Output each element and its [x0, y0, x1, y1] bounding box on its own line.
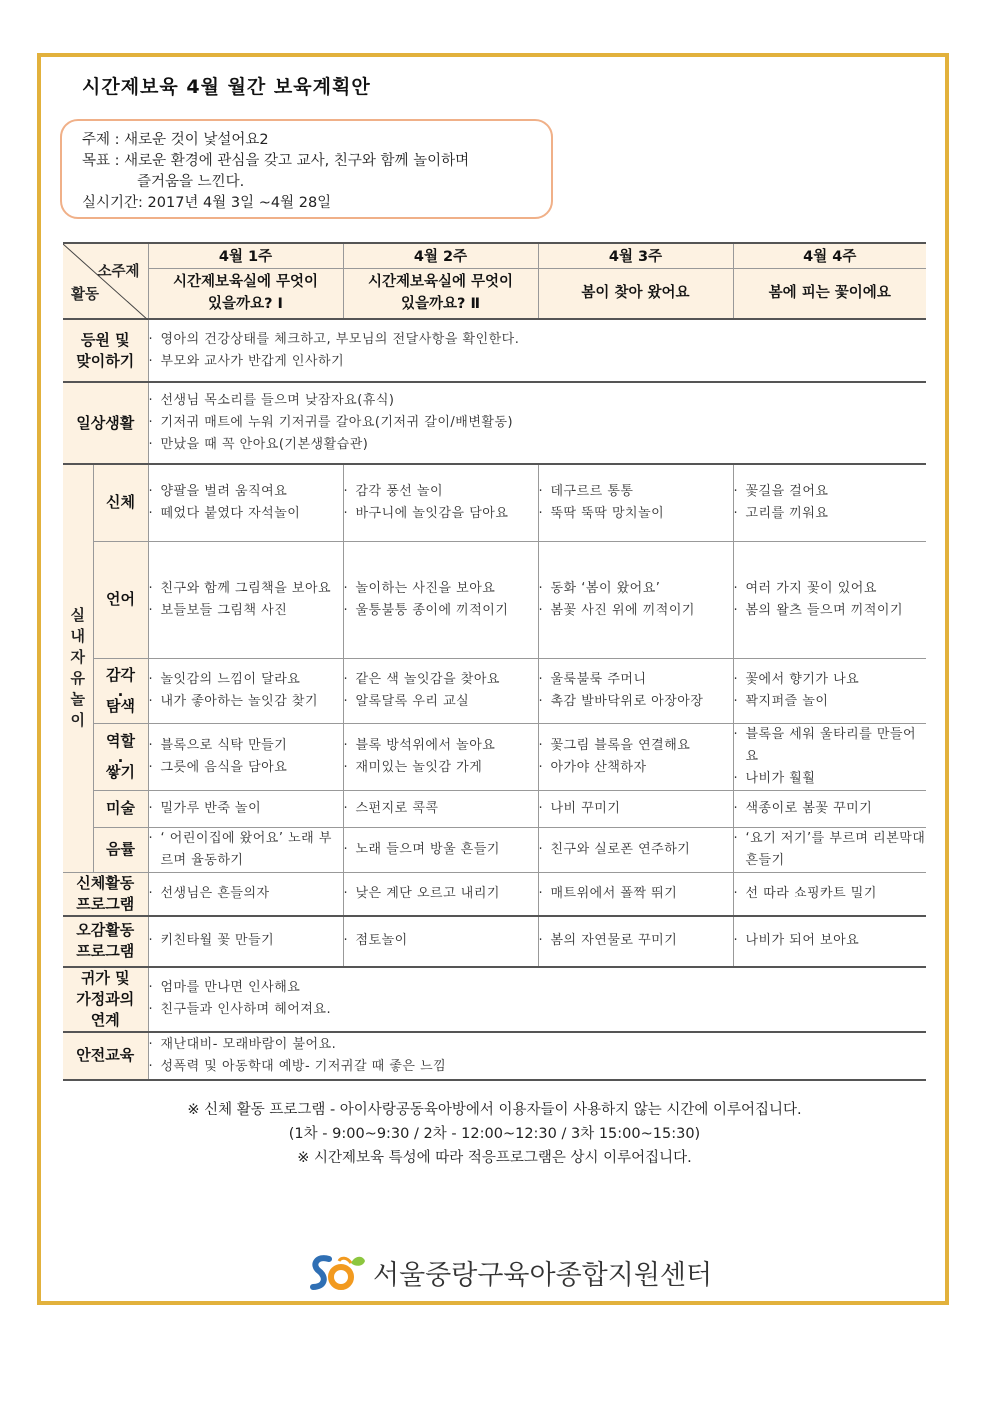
list-item: . 기저귀 매트에 누워 기저귀를 갈아요(기저귀 갈이/배변활동): [149, 412, 927, 434]
list-item: . 매트위에서 폴짝 뛰기: [539, 883, 733, 905]
sensory-play-row: [63, 658, 926, 723]
arrival-label: [63, 319, 148, 382]
role-week4: [733, 723, 926, 790]
senses-week1: [148, 916, 343, 967]
indoor-label-char: 자: [70, 648, 85, 667]
list-item: . 내가 좋아하는 놀잇감 찾기: [149, 691, 343, 713]
language-label: 언어: [93, 541, 148, 658]
art-week1: [148, 790, 343, 827]
language-week2: [343, 541, 538, 658]
list-item: . 블록으로 식탁 만들기: [149, 735, 343, 757]
list-item: . 여러 가지 꽃이 있어요: [734, 578, 927, 600]
list-item: . 엄마를 만나면 인사해요: [149, 977, 927, 999]
senses-program-row: [63, 916, 926, 967]
org-name: 서울중랑구육아종합지원센터: [373, 1259, 713, 1291]
senses-label-line: 오감활동: [76, 921, 135, 939]
indoor-label-char: 유: [70, 669, 85, 688]
plan-info-box: [60, 119, 553, 219]
list-item: . 떼었다 붙였다 자석놀이: [149, 503, 343, 525]
language-week4: [733, 541, 926, 658]
week-topic: [343, 268, 538, 319]
arrival-content: [148, 319, 926, 382]
list-item: . 꽃에서 향기가 나요: [734, 669, 927, 691]
list-item: . 점토놀이: [344, 930, 538, 952]
list-item: . 나비 꾸미기: [539, 798, 733, 820]
arrival-row: [63, 319, 926, 382]
sensory-week2: [343, 658, 538, 723]
goal-text-line1: 목표 : 새로운 환경에 관심을 갖고 교사, 친구와 함께 놀이하며: [82, 153, 470, 169]
list-item: . 노래 들으며 방울 흔들기: [344, 839, 538, 861]
role-label-line: .: [117, 747, 124, 766]
physical-label-line: 신체활동: [76, 873, 135, 892]
music-label: 음률: [93, 827, 148, 872]
role-week2: [343, 723, 538, 790]
safety-content: [148, 1032, 926, 1080]
goal-text-line2: 즐거움을 느낀다.: [137, 174, 245, 190]
list-item: . 알록달록 우리 교실: [344, 691, 538, 713]
list-item: . 색종이로 봄꽃 꾸미기: [734, 798, 927, 820]
list-item: . ‘요기 저기’를 부르며 리본막대 흔들기: [734, 828, 927, 872]
language-week1: [148, 541, 343, 658]
list-item: . 놀이하는 사진을 보아요: [344, 578, 538, 600]
indoor-label-char: 실: [70, 606, 85, 625]
list-item: . 꽃길을 걸어요: [734, 481, 927, 503]
week-header: 4월 1주: [148, 243, 343, 268]
music-week2: [343, 827, 538, 872]
body-week3: [538, 464, 733, 541]
week-topic: [538, 268, 733, 319]
list-item: . 선생님은 흔들의자: [149, 883, 343, 905]
safety-label: 안전교육: [63, 1032, 148, 1080]
week-topic-line: 봄이 찾아 왔어요: [581, 285, 690, 302]
list-item: . 양팔을 벌려 움직여요: [149, 481, 343, 503]
physical-week4: [733, 872, 926, 916]
list-item: . 촉감 발바닥위로 아장아장: [539, 691, 733, 713]
senses-label-line: 프로그램: [76, 942, 135, 960]
list-item: . 꽉지퍼즐 놀이: [734, 691, 927, 713]
list-item: . 친구와 함께 그림책을 보아요: [149, 578, 343, 600]
list-item: . 울퉁불퉁 종이에 끼적이기: [344, 600, 538, 622]
home-content: [148, 967, 926, 1032]
list-item: . 만났을 때 꼭 안아요(기본생활습관): [149, 434, 927, 456]
list-item: . 같은 색 놀잇감을 찾아요: [344, 669, 538, 691]
center-logo: [307, 1248, 712, 1296]
music-week4: [733, 827, 926, 872]
sensory-label-line: 감각: [106, 665, 135, 684]
home-label-line: 귀가 및: [80, 968, 130, 987]
list-item: . ‘ 어린이집에 왔어요’ 노래 부르며 율동하기: [149, 828, 343, 872]
page-title: 시간제보육 4월 월간 보육계획안: [82, 76, 371, 98]
list-item: . 선생님 목소리를 들으며 낮잠자요(휴식): [149, 390, 927, 412]
list-item: . 봄꽃 사진 위에 끼적이기: [539, 600, 733, 622]
physical-week2: [343, 872, 538, 916]
daily-life-row: [63, 382, 926, 464]
list-item: . 블록 방석위에서 놀아요: [344, 735, 538, 757]
list-item: . 나비가 훨훨: [734, 768, 927, 790]
list-item: . 데구르르 통통: [539, 481, 733, 503]
list-item: . 바구니에 놀잇감을 담아요: [344, 503, 538, 525]
diagonal-divider: [63, 244, 148, 320]
physical-week3: [538, 872, 733, 916]
header-corner-cell: [63, 243, 148, 319]
week-topic-line: 시간제보육실에 무엇이: [172, 274, 319, 291]
subtopic-label: 소주제: [97, 264, 140, 280]
indoor-free-play-label: [63, 464, 93, 872]
center-logo-icon: [307, 1249, 367, 1295]
home-row: [63, 967, 926, 1032]
body-week4: [733, 464, 926, 541]
period-text: 실시기간: 2017년 4월 3일 ~4월 28일: [82, 195, 332, 211]
senses-week3: [538, 916, 733, 967]
list-item: . 성폭력 및 아동학대 예방- 기저귀갈 때 좋은 느낌: [149, 1056, 927, 1078]
senses-program-label: [63, 916, 148, 967]
list-item: . 봄의 자연물로 꾸미기: [539, 930, 733, 952]
music-week3: [538, 827, 733, 872]
activity-label: 활동: [71, 287, 100, 303]
indoor-label-char: 이: [70, 711, 85, 730]
sensory-week1: [148, 658, 343, 723]
role-play-row: [63, 723, 926, 790]
list-item: . 그릇에 음식을 담아요: [149, 757, 343, 779]
home-label-line: 가정과의: [76, 989, 135, 1008]
list-item: . 친구와 실로폰 연주하기: [539, 839, 733, 861]
footnote-line: ※ 시간제보육 특성에 따라 적응프로그램은 상시 이루어집니다.: [297, 1150, 692, 1166]
list-item: . 블록을 세워 울타리를 만들어요: [734, 724, 927, 768]
art-week4: [733, 790, 926, 827]
daily-life-label: 일상생활: [63, 382, 148, 464]
language-play-row: [63, 541, 926, 658]
week-header: 4월 4주: [733, 243, 926, 268]
list-item: . 부모와 교사가 반갑게 인사하기: [149, 351, 927, 373]
list-item: . 울룩불룩 주머니: [539, 669, 733, 691]
week-topic-line: 있을까요? Ⅱ: [400, 296, 481, 313]
footnote-line: (1차 - 9:00~9:30 / 2차 - 12:00~12:30 / 3차 15:00~15:30): [288, 1126, 701, 1142]
language-week3: [538, 541, 733, 658]
art-label: 미술: [93, 790, 148, 827]
week-header: 4월 3주: [538, 243, 733, 268]
art-week3: [538, 790, 733, 827]
art-play-row: [63, 790, 926, 827]
list-item: . 봄의 왈츠 들으며 끼적이기: [734, 600, 927, 622]
list-item: . 선 따라 쇼핑카트 밀기: [734, 883, 927, 905]
role-label-line: 쌓기: [106, 762, 135, 781]
week-topic: [733, 268, 926, 319]
list-item: . 동화 ‘봄이 왔어요’: [539, 578, 733, 600]
theme-text: 주제 : 새로운 것이 낯설어요2: [82, 132, 269, 148]
indoor-label-char: 놀: [70, 690, 85, 709]
list-item: . 밀가루 반죽 놀이: [149, 798, 343, 820]
music-week1: [148, 827, 343, 872]
home-label: [63, 967, 148, 1032]
physical-week1: [148, 872, 343, 916]
header-week-row: [63, 243, 926, 268]
role-week3: [538, 723, 733, 790]
body-week2: [343, 464, 538, 541]
sensory-week4: [733, 658, 926, 723]
role-label: [93, 723, 148, 790]
arrival-label-line2: 맞이하기: [76, 351, 135, 370]
role-label-line: 역할: [106, 731, 135, 750]
physical-program-label: [63, 872, 148, 916]
sensory-label-line: .: [117, 681, 124, 700]
physical-label-line: 프로그램: [76, 894, 135, 913]
sensory-label: [93, 658, 148, 723]
sensory-week3: [538, 658, 733, 723]
list-item: . 감각 풍선 놀이: [344, 481, 538, 503]
list-item: . 놀잇감의 느낌이 달라요: [149, 669, 343, 691]
list-item: . 아가야 산책하자: [539, 757, 733, 779]
arrival-label-line1: 등원 및: [80, 330, 130, 349]
body-label: 신체: [93, 464, 148, 541]
week-topic-line: 봄에 피는 꽃이에요: [768, 285, 891, 302]
safety-row: [63, 1032, 926, 1080]
home-label-line: 연계: [90, 1010, 120, 1029]
footnote-line: ※ 신체 활동 프로그램 - 아이사랑공동육아방에서 이용자들이 사용하지 않는 시간에 이루어집니다.: [187, 1102, 802, 1118]
list-item: . 키친타월 꽃 만들기: [149, 930, 343, 952]
list-item: . 친구들과 인사하며 헤어져요.: [149, 999, 927, 1021]
daily-life-content: [148, 382, 926, 464]
body-week1: [148, 464, 343, 541]
header-topic-row: [63, 268, 926, 319]
senses-week2: [343, 916, 538, 967]
sensory-label-line: 탐색: [106, 696, 135, 715]
role-week1: [148, 723, 343, 790]
list-item: . 재난대비- 모래바람이 불어요.: [149, 1034, 927, 1056]
footnotes: [63, 1098, 926, 1170]
music-play-row: [63, 827, 926, 872]
list-item: . 영아의 건강상태를 체크하고, 부모님의 전달사항을 확인한다.: [149, 329, 927, 351]
week-topic-line: 있을까요? Ⅰ: [208, 296, 283, 313]
list-item: . 보들보들 그림책 사진: [149, 600, 343, 622]
list-item: . 꽃그림 블록을 연결해요: [539, 735, 733, 757]
week-topic-line: 시간제보육실에 무엇이: [367, 274, 514, 291]
list-item: . 고리를 끼워요: [734, 503, 927, 525]
list-item: . 낮은 계단 오르고 내리기: [344, 883, 538, 905]
body-play-row: [63, 464, 926, 541]
physical-program-row: [63, 872, 926, 916]
list-item: . 뚝딱 뚝딱 망치놀이: [539, 503, 733, 525]
senses-week4: [733, 916, 926, 967]
list-item: . 재미있는 놀잇감 가게: [344, 757, 538, 779]
indoor-label-char: 내: [70, 627, 85, 646]
art-week2: [343, 790, 538, 827]
week-header: 4월 2주: [343, 243, 538, 268]
list-item: . 스펀지로 콕콕: [344, 798, 538, 820]
monthly-plan-table: [63, 242, 926, 1081]
week-topic: [148, 268, 343, 319]
list-item: . 나비가 되어 보아요: [734, 930, 927, 952]
